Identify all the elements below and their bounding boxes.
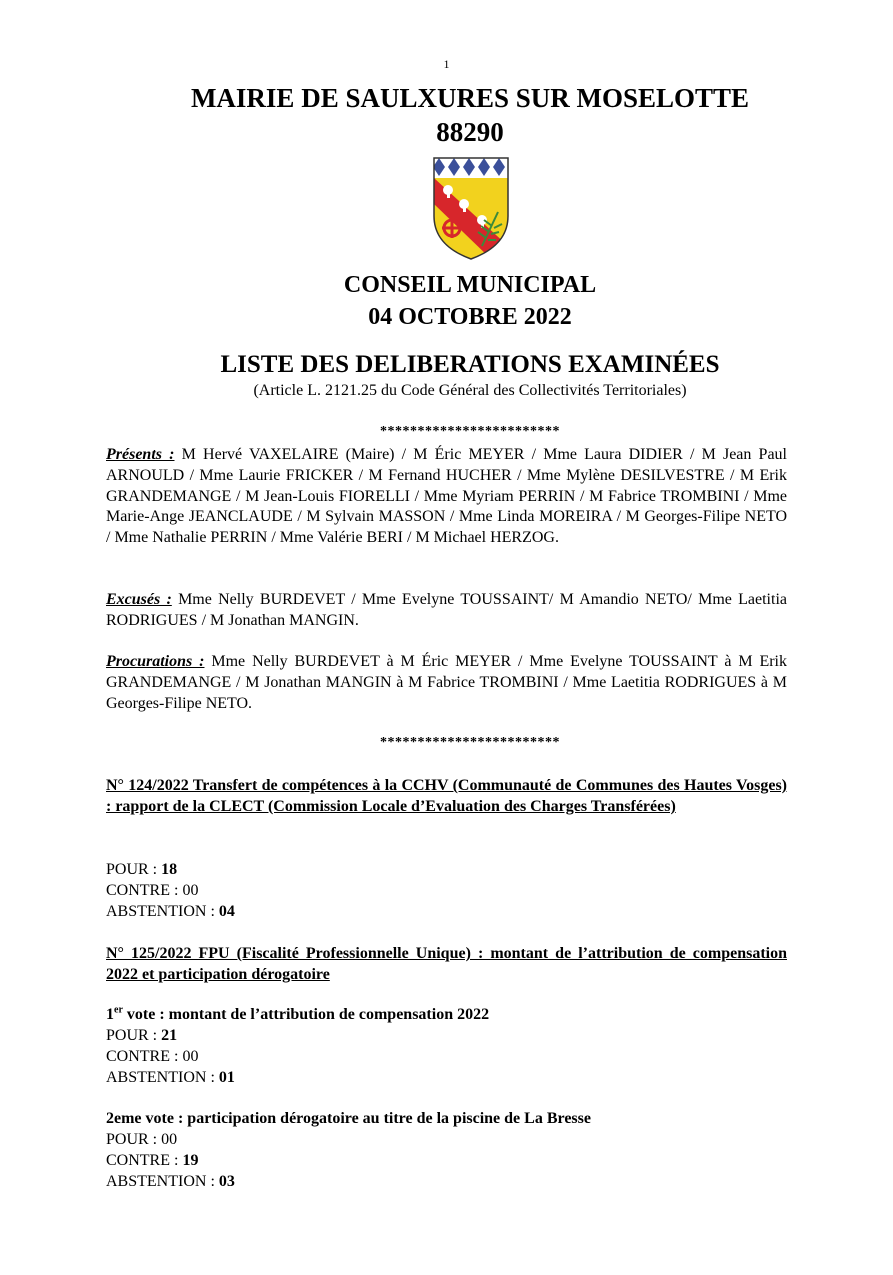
vote-contre: CONTRE : 00	[106, 882, 199, 899]
vote-heading: 2eme vote : participation dérogatoire au titre de la piscine de La Bresse	[106, 1110, 591, 1127]
vote-contre: CONTRE : 00	[106, 1048, 199, 1065]
vote-results	[106, 1004, 787, 1088]
vote-pour: POUR : 00	[106, 1131, 178, 1148]
vote-heading: 1er vote : montant de l’attribution de compensation 2022	[106, 1004, 490, 1023]
deliberations-list-title: LISTE DES DELIBERATIONS EXAMINÉES	[220, 351, 720, 378]
page-number: 1	[443, 57, 450, 71]
presents-list: M Hervé VAXELAIRE (Maire) / M Éric MEYER / Mme Laura DIDIER / M Jean Paul ARNOULD / Mme Laurie FRICKER / M Fernand HUCHER / Mme Mylène DESILVESTRE / M Erik GRANDEMANGE / M Jean-Louis FIORELLI / Mme Myriam PERRIN / M Fabrice TROMBINI / Mme Marie-Ange JEANCLAUDE / M Sylvain MASSON / Mme Linda MOREIRA / M Georges-Filipe NETO / Mme Nathalie PERRIN / Mme Valérie BERI / M Michael HERZOG.	[106, 446, 788, 547]
vote-abstention: ABSTENTION : 03	[106, 1173, 235, 1190]
vote-abstention: ABSTENTION : 01	[106, 1069, 235, 1086]
attendees-present	[106, 445, 787, 549]
excuses-list: Mme Nelly BURDEVET / Mme Evelyne TOUSSAINT/ M Amandio NETO/ Mme Laetitia RODRIGUES / M Jonathan MANGIN.	[106, 591, 787, 629]
procurations-label: Procurations :	[106, 653, 205, 670]
attendees-excused	[106, 590, 787, 632]
mairie-title: MAIRIE DE SAULXURES SUR MOSELOTTE	[190, 83, 750, 113]
vote-results	[106, 859, 787, 922]
vote-pour: POUR : 21	[106, 1027, 178, 1044]
separator: ************************	[380, 424, 560, 439]
proxies	[106, 652, 787, 714]
vote-results	[106, 1108, 787, 1192]
vote-contre: CONTRE : 19	[106, 1152, 199, 1169]
coat-of-arms-icon	[432, 156, 510, 260]
council-date: 04 OCTOBRE 2022	[368, 304, 572, 330]
procurations-list: Mme Nelly BURDEVET à M Éric MEYER / Mme Evelyne TOUSSAINT à M Erik GRANDEMANGE / M Jonathan MANGIN à M Fabrice TROMBINI / Mme Laetitia RODRIGUES à M Georges-Filipe NETO.	[106, 653, 788, 712]
separator: ************************	[380, 735, 560, 750]
presents-label: Présents :	[106, 446, 175, 463]
vote-pour: POUR : 18	[106, 861, 178, 878]
deliberation-title: N° 124/2022 Transfert de compétences à la CCHV (Communauté de Communes des Hautes Vosges) : rapport de la CLECT (Commission Locale d’Evaluation des Charges Transférées)	[106, 777, 787, 815]
vote-abstention: ABSTENTION : 04	[106, 903, 235, 920]
legal-reference: (Article L. 2121.25 du Code Général des Collectivités Territoriales)	[253, 382, 687, 399]
postal-code: 88290	[436, 117, 504, 147]
deliberation-title: N° 125/2022 FPU (Fiscalité Professionnelle Unique) : montant de l’attribution de compensation 2022 et participation dérogatoire	[106, 945, 787, 983]
council-title: CONSEIL MUNICIPAL	[343, 272, 597, 298]
excuses-label: Excusés :	[106, 591, 172, 608]
